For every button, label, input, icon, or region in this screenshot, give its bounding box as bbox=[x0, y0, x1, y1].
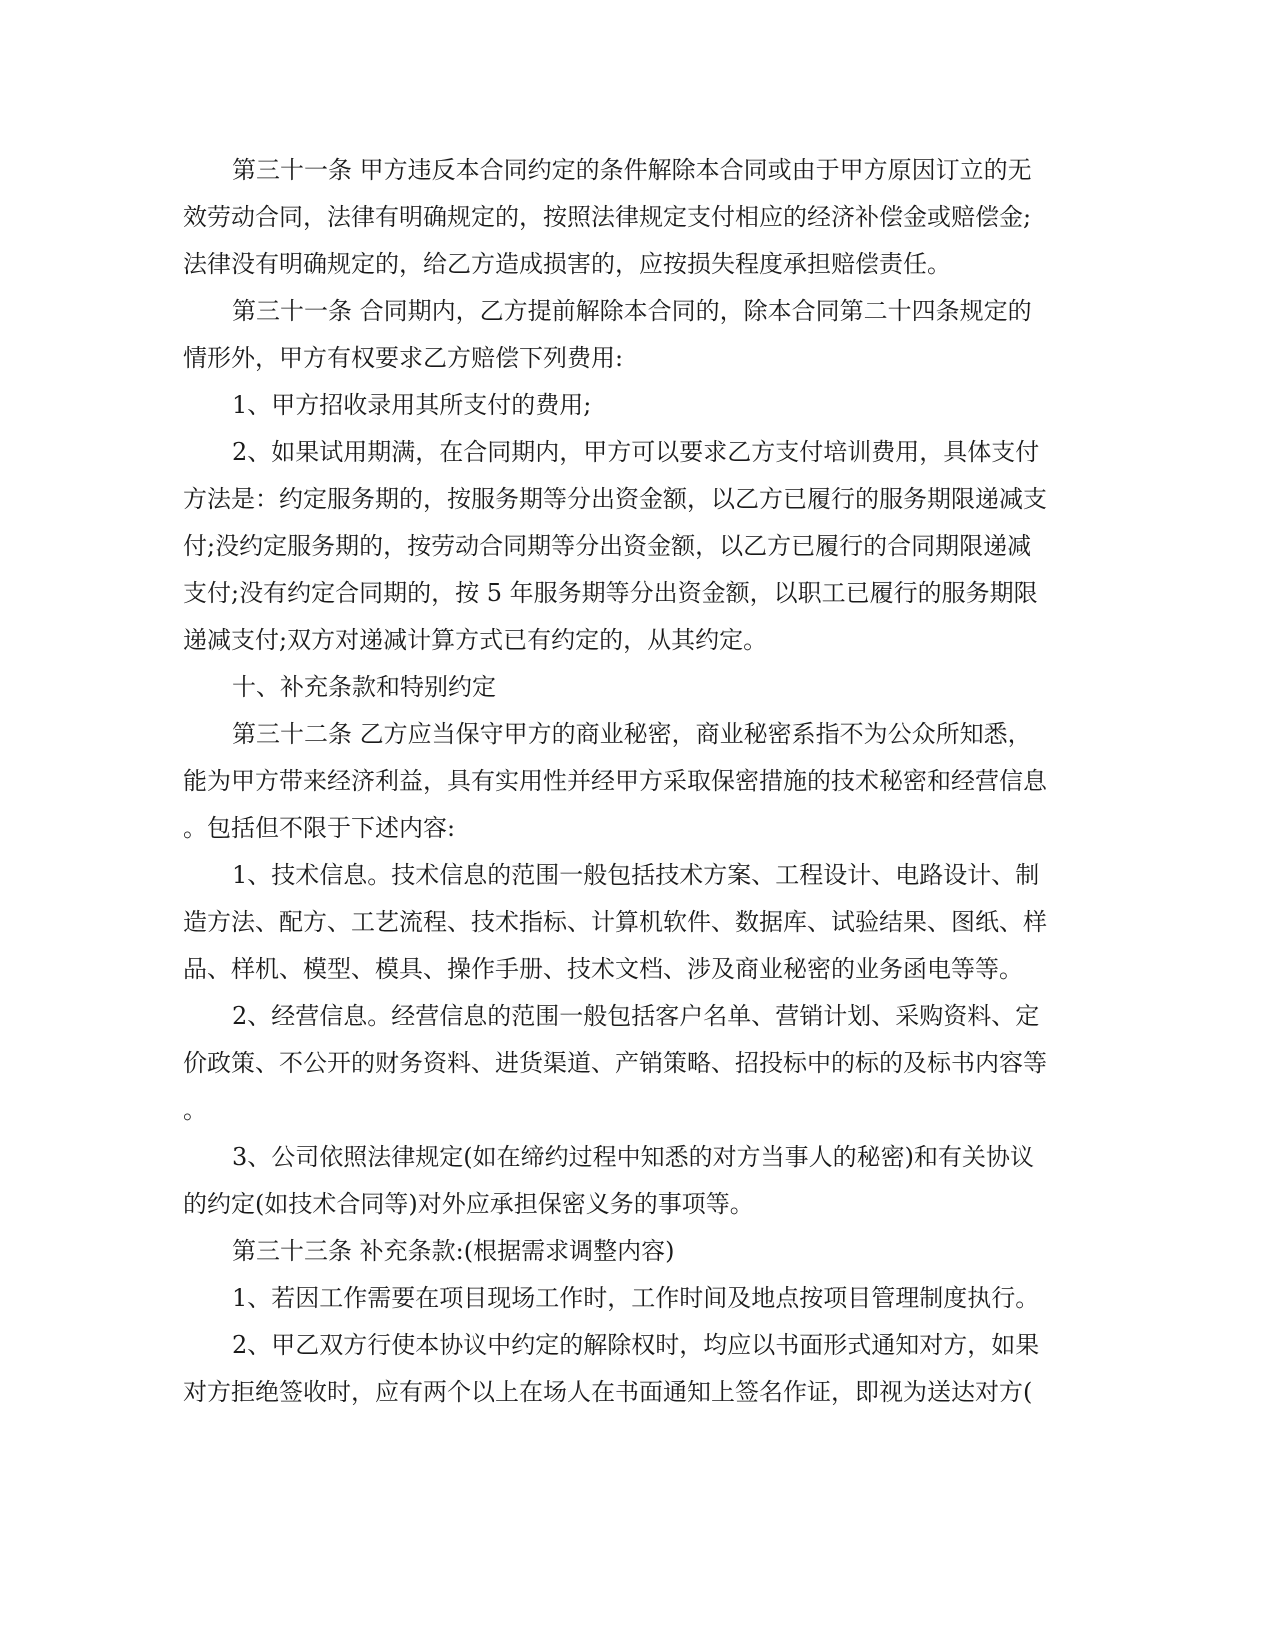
line-text: 支付;没有约定合同期的，按 5 年服务期等分出资金额，以职工已履行的服务期限 bbox=[183, 579, 1038, 607]
line-text: 十、补充条款和特别约定 bbox=[232, 673, 496, 701]
text-line bbox=[0, 1184, 1275, 1224]
line-text: 造方法、配方、工艺流程、技术指标、计算机软件、数据库、试验结果、图纸、样 bbox=[183, 908, 1047, 936]
text-line bbox=[0, 1231, 1275, 1271]
line-text: 1、技术信息。技术信息的范围一般包括技术方案、工程设计、电路设计、制 bbox=[232, 861, 1040, 889]
text-line bbox=[0, 291, 1275, 331]
line-text: 2、如果试用期满，在合同期内，甲方可以要求乙方支付培训费用，具体支付 bbox=[232, 438, 1040, 466]
text-line bbox=[0, 1372, 1275, 1412]
line-text: 。 bbox=[183, 1096, 207, 1124]
line-text: 法律没有明确规定的，给乙方造成损害的，应按损失程度承担赔偿责任。 bbox=[183, 250, 951, 278]
text-line bbox=[0, 1137, 1275, 1177]
line-text: 的约定(如技术合同等)对外应承担保密义务的事项等。 bbox=[183, 1190, 754, 1218]
line-text: 效劳动合同，法律有明确规定的，按照法律规定支付相应的经济补偿金或赔偿金; bbox=[183, 203, 1032, 231]
text-line bbox=[0, 996, 1275, 1036]
line-text: 1、若因工作需要在项目现场工作时，工作时间及地点按项目管理制度执行。 bbox=[232, 1284, 1040, 1312]
line-text: 2、甲乙双方行使本协议中约定的解除权时，均应以书面形式通知对方，如果 bbox=[232, 1331, 1040, 1359]
line-text: 方法是：约定服务期的，按服务期等分出资金额，以乙方已履行的服务期限递减支 bbox=[183, 485, 1047, 513]
section-heading bbox=[0, 667, 1275, 707]
line-text: 价政策、不公开的财务资料、进货渠道、产销策略、招投标中的标的及标书内容等 bbox=[183, 1049, 1047, 1077]
line-text: 能为甲方带来经济利益，具有实用性并经甲方采取保密措施的技术秘密和经营信息 bbox=[183, 767, 1047, 795]
text-line bbox=[0, 385, 1275, 425]
text-line bbox=[0, 902, 1275, 942]
text-line bbox=[0, 1043, 1275, 1083]
line-text: 。包括但不限于下述内容: bbox=[183, 814, 456, 842]
text-line bbox=[0, 620, 1275, 660]
text-line bbox=[0, 244, 1275, 284]
line-text: 第三十一条 合同期内，乙方提前解除本合同的，除本合同第二十四条规定的 bbox=[232, 297, 1032, 325]
text-line bbox=[0, 1278, 1275, 1318]
text-line bbox=[0, 526, 1275, 566]
text-line bbox=[0, 714, 1275, 754]
text-line bbox=[0, 573, 1275, 613]
text-line bbox=[0, 338, 1275, 378]
line-text: 品、样机、模型、模具、操作手册、技术文档、涉及商业秘密的业务函电等等。 bbox=[183, 955, 1023, 983]
line-text: 对方拒绝签收时，应有两个以上在场人在书面通知上签名作证，即视为送达对方( bbox=[183, 1378, 1033, 1406]
text-line bbox=[0, 432, 1275, 472]
text-line bbox=[0, 197, 1275, 237]
line-text: 2、经营信息。经营信息的范围一般包括客户名单、营销计划、采购资料、定 bbox=[232, 1002, 1040, 1030]
text-line bbox=[0, 949, 1275, 989]
text-line bbox=[0, 761, 1275, 801]
line-text: 递减支付;双方对递减计算方式已有约定的，从其约定。 bbox=[183, 626, 768, 654]
line-text: 情形外，甲方有权要求乙方赔偿下列费用: bbox=[183, 344, 624, 372]
line-text: 1、甲方招收录用其所支付的费用; bbox=[232, 391, 592, 419]
line-text: 第三十二条 乙方应当保守甲方的商业秘密，商业秘密系指不为公众所知悉， bbox=[232, 720, 1032, 748]
text-line bbox=[0, 1325, 1275, 1365]
text-line bbox=[0, 479, 1275, 519]
text-line bbox=[0, 808, 1275, 848]
line-text: 3、公司依照法律规定(如在缔约过程中知悉的对方当事人的秘密)和有关协议 bbox=[232, 1143, 1034, 1171]
line-text: 付;没约定服务期的，按劳动合同期等分出资金额，以乙方已履行的合同期限递减 bbox=[183, 532, 1032, 560]
line-text: 第三十一条 甲方违反本合同约定的条件解除本合同或由于甲方原因订立的无 bbox=[232, 156, 1032, 184]
line-text: 第三十三条 补充条款:(根据需求调整内容) bbox=[232, 1237, 675, 1265]
text-line bbox=[0, 150, 1275, 190]
text-line bbox=[0, 1090, 1275, 1130]
text-line bbox=[0, 855, 1275, 895]
